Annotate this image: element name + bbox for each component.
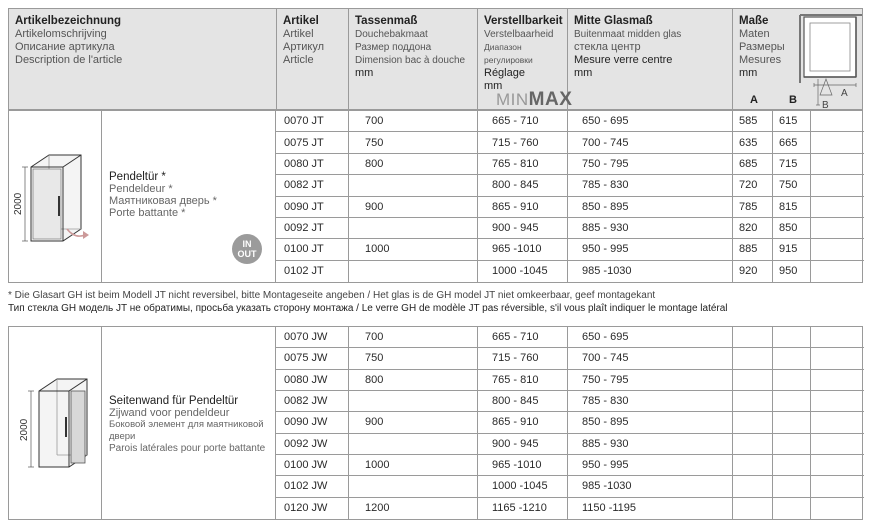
header-article-description [9, 9, 276, 109]
header-glass-nl: Buitenmaat midden glas [574, 29, 682, 40]
cell-b [772, 434, 810, 454]
door-name-de: Pendeltür * [109, 171, 166, 183]
cell-b: 665 [772, 132, 810, 152]
cell-b: 915 [772, 239, 810, 259]
table-row [276, 455, 864, 476]
header-article-nl: Artikel [283, 28, 314, 40]
cell-a: 920 [732, 261, 772, 282]
table-row [276, 218, 864, 239]
table-row [276, 476, 864, 497]
cell-article: 0070 JT [284, 115, 324, 128]
cell-b: 715 [772, 154, 810, 174]
cell-glass: 750 - 795 [567, 154, 732, 174]
header-glass-fr: Mesure verre centre [574, 54, 673, 66]
cell-tray: 700 [348, 327, 477, 347]
section-door [8, 110, 863, 283]
sidewall-image-box [9, 327, 102, 519]
cell-a: 635 [732, 132, 772, 152]
diagram-label-a: A [841, 88, 848, 99]
cell-article: 0082 JW [284, 395, 328, 408]
cell-a: 585 [732, 111, 772, 131]
table-row [276, 391, 864, 412]
cell-b [772, 391, 810, 411]
cell-a: 785 [732, 197, 772, 217]
cell-adjust: 665 - 710 [477, 111, 567, 131]
cell-article: 0100 JT [284, 243, 324, 256]
note-line-1: * Die Glasart GH ist beim Modell JT nicht reversibel, bitte Montageseite angeben / Het glas is de GH model JT niet omkeerbaar, geef montagekant [8, 290, 656, 301]
cell-b [772, 348, 810, 368]
cell-b [772, 327, 810, 347]
cell-x1 [810, 261, 864, 282]
cell-glass: 985 -1030 [567, 476, 732, 496]
table-row [276, 197, 864, 218]
header-dims-fr: Mesures [739, 54, 782, 66]
header-dims-ru: Размеры [739, 41, 785, 53]
note-line-2: Тип стекла GH модель JT не обратимы, просьба указать сторону монтажа / Le verre GH de modèle JT pas réversible, s'il vous plaît indiquer le montage latéral [8, 303, 728, 314]
cell-glass: 950 - 995 [567, 455, 732, 475]
table-row [276, 239, 864, 260]
header-col-b: B [789, 94, 797, 106]
cell-article: 0102 JW [284, 480, 328, 493]
cell-adjust: 765 - 810 [477, 370, 567, 390]
cell-adjust: 800 - 845 [477, 391, 567, 411]
cell-glass: 700 - 745 [567, 348, 732, 368]
cell-article: 0090 JW [284, 416, 328, 429]
header-adjust-unit: mm [484, 80, 503, 92]
cell-glass: 650 - 695 [567, 327, 732, 347]
cell-adjust: 900 - 945 [477, 434, 567, 454]
cell-adjust: 715 - 760 [477, 348, 567, 368]
header-article [276, 9, 348, 109]
cell-b [772, 476, 810, 496]
cell-x1 [810, 455, 864, 475]
cell-tray [348, 218, 477, 238]
door-illustration-icon [9, 111, 102, 282]
header-glass-de: Mitte Glasmaß [574, 15, 653, 27]
table-row [276, 412, 864, 433]
cell-a: 820 [732, 218, 772, 238]
cell-a: 885 [732, 239, 772, 259]
header-adjust-de: Verstellbarkeit [484, 15, 563, 27]
cell-adjust: 965 -1010 [477, 239, 567, 259]
cell-x1 [810, 239, 864, 259]
cell-tray [348, 261, 477, 282]
table-row [276, 348, 864, 369]
cell-article: 0075 JW [284, 352, 328, 365]
cell-tray [348, 476, 477, 496]
cell-tray: 800 [348, 154, 477, 174]
cell-x1 [810, 132, 864, 152]
cell-x1 [810, 391, 864, 411]
cell-tray: 1000 [348, 239, 477, 259]
cell-a [732, 498, 772, 519]
cell-glass: 950 - 995 [567, 239, 732, 259]
sidewall-names [109, 395, 275, 455]
cell-article: 0080 JT [284, 157, 324, 170]
header-tray [348, 9, 477, 109]
cell-x1 [810, 412, 864, 432]
cell-glass: 850 - 895 [567, 412, 732, 432]
cell-a [732, 348, 772, 368]
cell-glass: 650 - 695 [567, 111, 732, 131]
cell-a [732, 391, 772, 411]
cell-tray: 1200 [348, 498, 477, 519]
cell-x1 [810, 434, 864, 454]
cell-a [732, 327, 772, 347]
enclosure-diagram-icon [796, 13, 862, 109]
cell-b [772, 370, 810, 390]
cell-b [772, 412, 810, 432]
cell-article: 0082 JT [284, 179, 324, 192]
header-adjust-nl: Verstelbaarheid [484, 29, 554, 40]
sidewall-name-de: Seitenwand für Pendeltür [109, 395, 239, 407]
header-tray-unit: mm [355, 67, 374, 79]
cell-adjust: 965 -1010 [477, 455, 567, 475]
cell-a [732, 434, 772, 454]
cell-glass: 785 - 830 [567, 391, 732, 411]
cell-b: 815 [772, 197, 810, 217]
cell-b: 615 [772, 111, 810, 131]
minmax-logo [496, 89, 572, 111]
door-image-box [9, 111, 102, 282]
cell-x1 [810, 218, 864, 238]
header-dims-nl: Maten [739, 28, 770, 40]
table-row [276, 175, 864, 196]
cell-x1 [810, 370, 864, 390]
cell-x1 [810, 197, 864, 217]
cell-glass: 885 - 930 [567, 218, 732, 238]
header-tray-nl: Douchebakmaat [355, 29, 428, 40]
table-row [276, 132, 864, 153]
cell-x1 [810, 498, 864, 519]
section-sidewall [8, 326, 863, 520]
table-row [276, 327, 864, 348]
cell-article: 0075 JT [284, 136, 324, 149]
cell-x1 [810, 111, 864, 131]
sidewall-name-nl: Zijwand voor pendeldeur [109, 407, 230, 419]
cell-tray: 800 [348, 370, 477, 390]
cell-tray: 700 [348, 111, 477, 131]
minmax-max: MAX [528, 89, 573, 110]
header-desc-fr: Description de l'article [15, 54, 123, 66]
header-article-ru: Артикул [283, 41, 325, 53]
door-names [109, 171, 217, 219]
door-name-nl: Pendeldeur * [109, 183, 173, 195]
table-row [276, 498, 864, 519]
cell-tray: 900 [348, 412, 477, 432]
cell-a [732, 412, 772, 432]
header-adjust-fr: Réglage [484, 67, 525, 79]
badge-in: IN [242, 239, 252, 249]
cell-adjust: 800 - 845 [477, 175, 567, 195]
header-dims-de: Maße [739, 15, 769, 27]
header-col-a: A [750, 94, 758, 106]
header-tray-ru: Размер поддона [355, 42, 432, 53]
product-sidewall [9, 327, 276, 519]
table-row [276, 434, 864, 455]
sidewall-illustration-icon [9, 327, 102, 519]
cell-glass: 985 -1030 [567, 261, 732, 282]
table-row [276, 261, 864, 282]
cell-x1 [810, 348, 864, 368]
cell-glass: 850 - 895 [567, 197, 732, 217]
cell-adjust: 1000 -1045 [477, 476, 567, 496]
cell-article: 0080 JW [284, 373, 328, 386]
header-desc-de: Artikelbezeichnung [15, 15, 122, 27]
cell-article: 0120 JW [284, 501, 328, 514]
table-header [8, 8, 863, 110]
door-name-fr: Porte battante * [109, 207, 186, 219]
cell-a [732, 476, 772, 496]
cell-tray: 900 [348, 197, 477, 217]
header-article-de: Artikel [283, 15, 319, 27]
cell-glass: 1150 -1195 [567, 498, 732, 519]
table-row [276, 370, 864, 391]
header-dims-unit: mm [739, 67, 758, 79]
cell-article: 0092 JT [284, 222, 324, 235]
cell-a: 685 [732, 154, 772, 174]
cell-x1 [810, 154, 864, 174]
cell-adjust: 765 - 810 [477, 154, 567, 174]
cell-tray [348, 434, 477, 454]
header-glass-center [567, 9, 732, 109]
header-tray-fr: Dimension bac à douche [355, 55, 466, 66]
table-row [276, 154, 864, 175]
door-height-label: 2000 [13, 192, 24, 215]
cell-b: 950 [772, 261, 810, 282]
header-adjust-ru: Диапазон регулировки [484, 42, 533, 65]
cell-tray: 750 [348, 348, 477, 368]
cell-adjust: 1165 -1210 [477, 498, 567, 519]
badge-out: OUT [237, 249, 257, 259]
cell-adjust: 865 - 910 [477, 412, 567, 432]
cell-x1 [810, 175, 864, 195]
cell-glass: 785 - 830 [567, 175, 732, 195]
cell-tray [348, 391, 477, 411]
cell-tray: 750 [348, 132, 477, 152]
cell-b: 750 [772, 175, 810, 195]
cell-adjust: 865 - 910 [477, 197, 567, 217]
header-tray-de: Tassenmaß [355, 15, 418, 27]
cell-glass: 750 - 795 [567, 370, 732, 390]
cell-adjust: 1000 -1045 [477, 261, 567, 282]
cell-article: 0102 JT [284, 264, 324, 277]
cell-tray: 1000 [348, 455, 477, 475]
in-out-badge [232, 234, 262, 264]
cell-glass: 885 - 930 [567, 434, 732, 454]
minmax-min: MIN [496, 90, 529, 109]
cell-b [772, 498, 810, 519]
cell-tray [348, 175, 477, 195]
cell-article: 0070 JW [284, 331, 328, 344]
cell-a [732, 370, 772, 390]
cell-a [732, 455, 772, 475]
cell-adjust: 665 - 710 [477, 327, 567, 347]
cell-x1 [810, 476, 864, 496]
header-glass-unit: mm [574, 67, 593, 79]
diagram-label-b: B [822, 100, 829, 109]
cell-x1 [810, 327, 864, 347]
table-row [276, 111, 864, 132]
cell-article: 0090 JT [284, 200, 324, 213]
header-desc-ru: Описание артикула [15, 41, 115, 53]
door-name-ru: Маятниковая дверь * [109, 195, 217, 207]
sidewall-height-label: 2000 [19, 418, 30, 441]
header-article-fr: Article [283, 54, 314, 66]
cell-article: 0092 JW [284, 437, 328, 450]
cell-adjust: 715 - 760 [477, 132, 567, 152]
header-desc-nl: Artikelomschrijving [15, 28, 107, 40]
cell-b [772, 455, 810, 475]
cell-adjust: 900 - 945 [477, 218, 567, 238]
cell-glass: 700 - 745 [567, 132, 732, 152]
cell-a: 720 [732, 175, 772, 195]
sidewall-name-ru: Боковой элемент для маятниковой двери [109, 419, 264, 442]
cell-article: 0100 JW [284, 459, 328, 472]
header-glass-ru: стекла центр [574, 41, 641, 53]
cell-b: 850 [772, 218, 810, 238]
sidewall-name-fr: Parois latérales pour porte battante [109, 443, 266, 454]
